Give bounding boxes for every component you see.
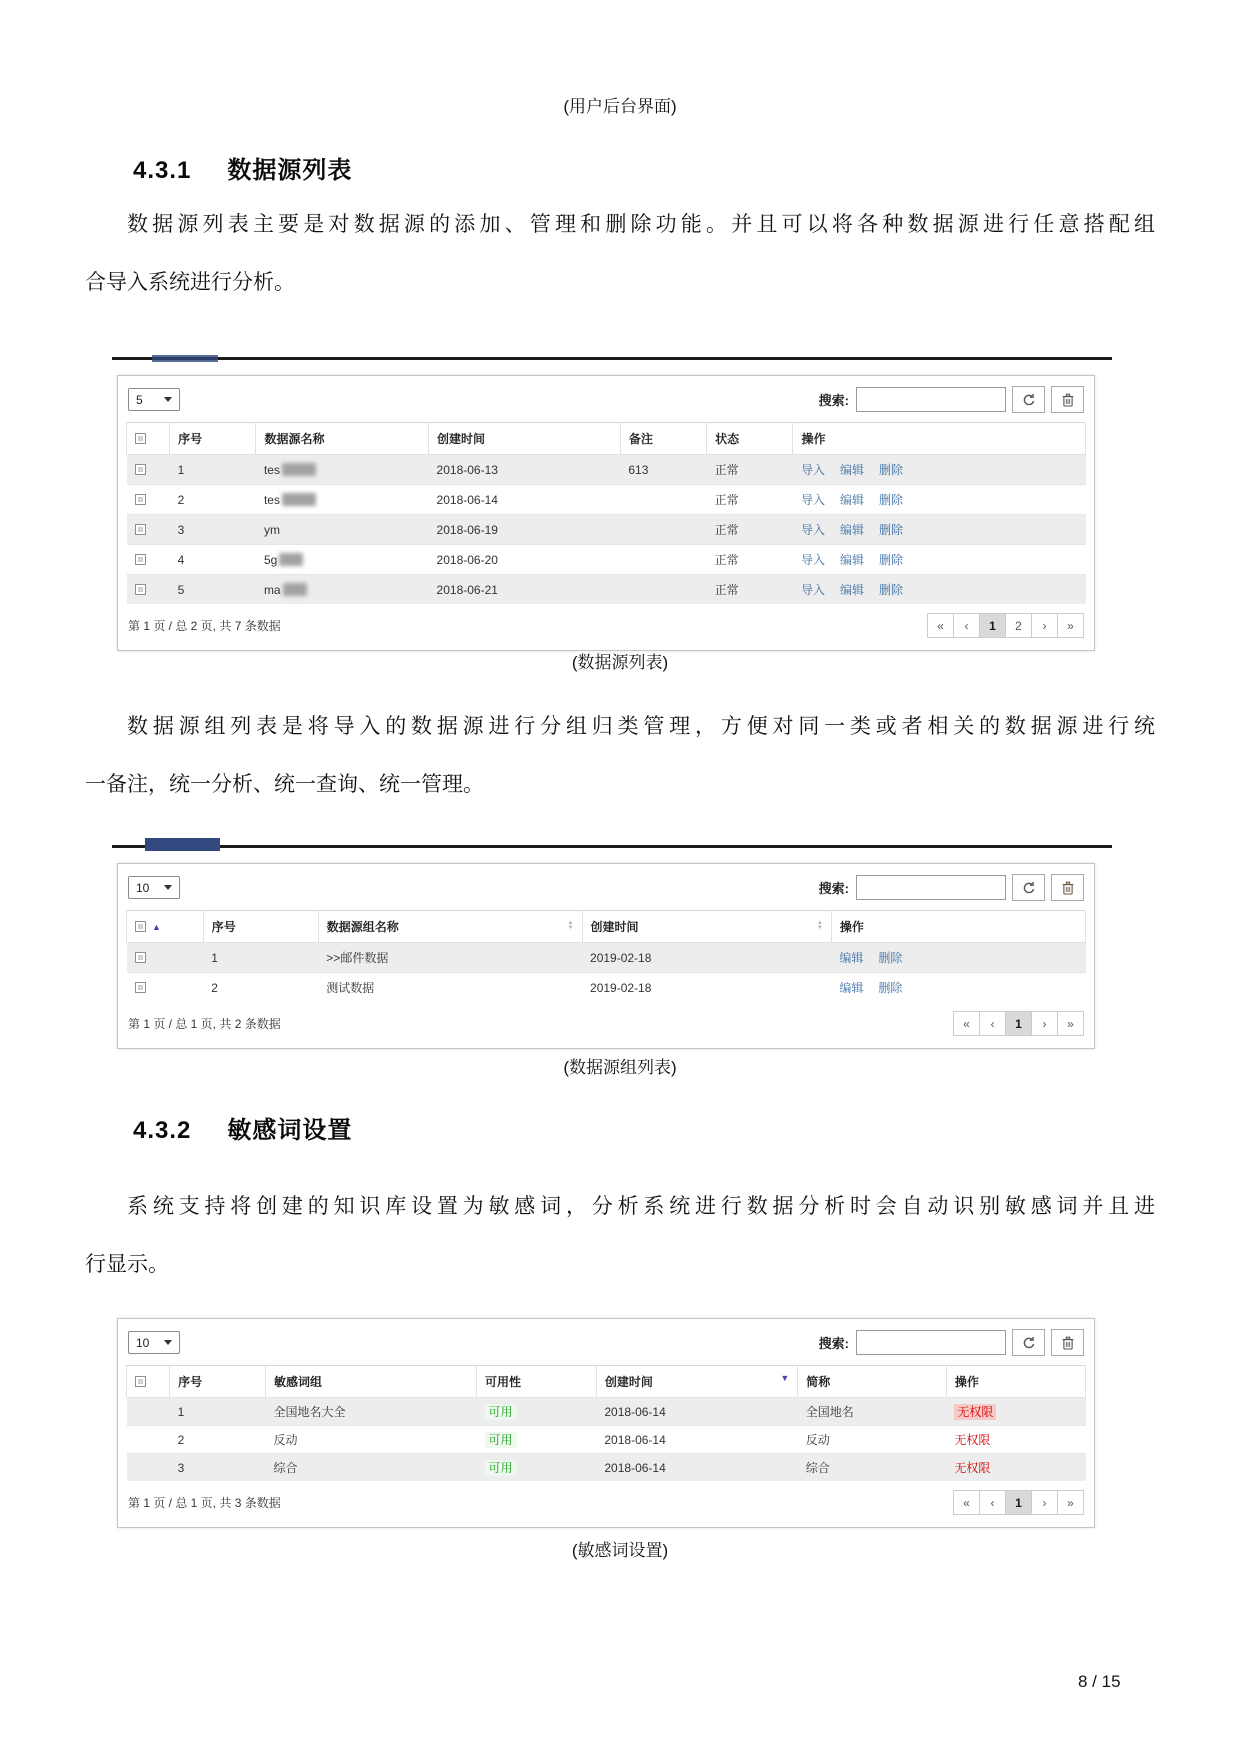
redacted-text <box>282 493 316 506</box>
edit-link[interactable]: 编辑 <box>839 523 864 537</box>
page-size-value: 10 <box>136 880 150 895</box>
column-header-seq[interactable]: 序号 <box>170 1366 266 1398</box>
edit-link[interactable]: 编辑 <box>839 981 864 995</box>
section-title: 数据源列表 <box>227 157 353 184</box>
table-header-row <box>127 911 1086 943</box>
page-1-button[interactable]: 1 <box>1005 1490 1032 1515</box>
section-number: 4.3.1 <box>133 157 192 184</box>
screenshot-datasource-group-list <box>112 845 1112 1049</box>
chevron-down-icon <box>164 1340 172 1345</box>
column-header-group[interactable]: 敏感词组 <box>266 1366 477 1398</box>
datasource-group-table <box>126 910 1086 1002</box>
column-header-shortname[interactable]: 简称 <box>798 1366 947 1398</box>
datasource-group-table-panel <box>117 863 1095 1049</box>
caption-sensitive-words: (敏感词设置) <box>571 1541 669 1560</box>
table-toolbar <box>126 1327 1086 1365</box>
search-input[interactable] <box>856 387 1006 412</box>
row-checkbox[interactable] <box>135 584 146 595</box>
refresh-button[interactable] <box>1012 874 1045 901</box>
refresh-icon <box>1022 393 1036 407</box>
last-page-button[interactable]: » <box>1057 613 1084 638</box>
search-label: 搜索: <box>818 1336 849 1351</box>
caption-user-backend: (用户后台界面) <box>563 97 677 116</box>
table-row: 2 反动 可用 2018-06-14 反动 无权限 <box>127 1426 1086 1454</box>
column-header-status[interactable]: 状态 <box>707 423 793 455</box>
sort-icon[interactable]: ▲ ▼ <box>816 920 823 931</box>
delete-link[interactable]: 删除 <box>878 523 903 537</box>
sensitive-words-table <box>126 1365 1086 1481</box>
edit-link[interactable]: 编辑 <box>839 583 864 597</box>
first-page-button[interactable]: « <box>927 613 954 638</box>
search-input[interactable] <box>856 875 1006 900</box>
redacted-text <box>279 553 303 566</box>
redacted-text <box>282 463 316 476</box>
column-header-created[interactable]: 创建时间 ▼ <box>596 1366 797 1398</box>
search-bar <box>819 1329 1084 1356</box>
pagination <box>954 1011 1084 1036</box>
partial-tab-fragment <box>145 838 220 851</box>
import-link[interactable]: 导入 <box>800 553 825 567</box>
column-header-note[interactable]: 备注 <box>620 423 706 455</box>
pagination-info: 第 1 页 / 总 1 页, 共 3 条数据 <box>128 1496 281 1510</box>
paragraph-line: 一备注，统一分析、统一查询、统一管理。 <box>85 773 484 796</box>
import-link[interactable]: 导入 <box>800 583 825 597</box>
page-size-value: 5 <box>136 392 143 407</box>
select-all-checkbox[interactable] <box>135 921 146 932</box>
partial-tab-fragment <box>152 355 218 362</box>
select-all-checkbox[interactable] <box>135 433 146 444</box>
prev-page-button[interactable]: ‹ <box>953 613 980 638</box>
screenshot-datasource-list <box>112 357 1112 651</box>
screenshot-top-border <box>112 357 1112 360</box>
search-label: 搜索: <box>818 393 849 408</box>
column-header-name[interactable]: 数据源组名称 ▲ ▼ <box>318 911 582 943</box>
page-1-button[interactable]: 1 <box>1005 1011 1032 1036</box>
section-heading-431 <box>133 150 352 185</box>
paragraph-datasource <box>85 196 1155 312</box>
first-page-button[interactable]: « <box>953 1011 980 1036</box>
row-checkbox[interactable] <box>135 464 146 475</box>
row-checkbox[interactable] <box>135 554 146 565</box>
screenshot-sensitive-words <box>112 1318 1112 1528</box>
next-page-button[interactable]: › <box>1031 1011 1058 1036</box>
no-permission-label: 无权限 <box>954 1461 991 1475</box>
column-header-created[interactable]: 创建时间 ▲ ▼ <box>582 911 831 943</box>
table-row: 3 综合 可用 2018-06-14 综合 无权限 <box>127 1454 1086 1482</box>
table-row: 4 5g 2018-06-20 正常 导入 编辑 删除 <box>127 545 1086 575</box>
paragraph-line: 数据源列表主要是对数据源的添加、管理和删除功能。并且可以将各种数据源进行任意搭配组 <box>127 213 1155 236</box>
paragraph-sensitive-words <box>85 1178 1155 1294</box>
import-link[interactable]: 导入 <box>800 493 825 507</box>
section-number: 4.3.2 <box>133 1117 192 1144</box>
column-header-created[interactable]: 创建时间 <box>429 423 621 455</box>
table-row: 3 ym 2018-06-19 正常 导入 编辑 删除 <box>127 515 1086 545</box>
section-heading-432 <box>133 1110 352 1145</box>
page-size-select[interactable] <box>128 876 180 899</box>
datasource-table-panel <box>117 375 1095 651</box>
table-footer <box>126 1481 1086 1519</box>
table-footer <box>126 604 1086 642</box>
caption-datasource-list: (数据源列表) <box>571 653 669 672</box>
pagination <box>928 613 1084 638</box>
pagination-info: 第 1 页 / 总 2 页, 共 7 条数据 <box>128 619 281 633</box>
column-header-availability[interactable]: 可用性 <box>477 1366 597 1398</box>
sort-icon[interactable]: ▲ ▼ <box>567 920 574 931</box>
search-bar <box>819 874 1084 901</box>
column-header-ops: 操作 <box>793 423 1086 455</box>
caption-datasource-group-list: (数据源组列表) <box>563 1058 677 1077</box>
delete-link[interactable]: 删除 <box>878 981 903 995</box>
sort-ascending-icon[interactable]: ▲ <box>152 921 161 932</box>
delete-link[interactable]: 删除 <box>878 463 903 477</box>
first-page-button[interactable]: « <box>953 1490 980 1515</box>
no-permission-label: 无权限 <box>954 1433 991 1447</box>
status-available: 可用 <box>485 1460 517 1476</box>
table-row: 1 tes 2018-06-13 613 正常 导入 编辑 删除 <box>127 455 1086 485</box>
trash-icon <box>1062 881 1074 895</box>
table-header-row <box>127 1366 1086 1398</box>
select-all-checkbox[interactable] <box>135 1376 146 1387</box>
import-link[interactable]: 导入 <box>800 463 825 477</box>
clear-search-button[interactable] <box>1051 1329 1084 1356</box>
row-checkbox[interactable] <box>135 982 146 993</box>
paragraph-line: 行显示。 <box>85 1253 169 1276</box>
paragraph-datasource-group <box>85 698 1155 814</box>
next-page-button[interactable]: › <box>1031 613 1058 638</box>
trash-icon <box>1062 1336 1074 1350</box>
column-header-seq[interactable]: 序号 <box>203 911 318 943</box>
edit-link[interactable]: 编辑 <box>839 553 864 567</box>
sort-descending-icon[interactable]: ▼ <box>780 1373 790 1383</box>
page-size-select[interactable] <box>128 1331 180 1354</box>
row-checkbox[interactable] <box>135 494 146 505</box>
page-size-select[interactable] <box>128 388 180 411</box>
table-row: 1 全国地名大全 可用 2018-06-14 全国地名 无权限 <box>127 1398 1086 1426</box>
edit-link[interactable]: 编辑 <box>839 463 864 477</box>
clear-search-button[interactable] <box>1051 386 1084 413</box>
table-toolbar <box>126 872 1086 910</box>
table-header-row <box>127 423 1086 455</box>
delete-link[interactable]: 删除 <box>878 553 903 567</box>
refresh-button[interactable] <box>1012 386 1045 413</box>
prev-page-button[interactable]: ‹ <box>979 1490 1006 1515</box>
refresh-button[interactable] <box>1012 1329 1045 1356</box>
section-title: 敏感词设置 <box>227 1117 353 1144</box>
clear-search-button[interactable] <box>1051 874 1084 901</box>
screenshot-top-border <box>112 845 1112 848</box>
table-toolbar <box>126 384 1086 422</box>
pagination <box>954 1490 1084 1515</box>
prev-page-button[interactable]: ‹ <box>979 1011 1006 1036</box>
column-header-ops: 操作 <box>946 1366 1085 1398</box>
column-header-ops: 操作 <box>831 911 1085 943</box>
datasource-table <box>126 422 1086 604</box>
paragraph-line: 数据源组列表是将导入的数据源进行分组归类管理，方便对同一类或者相关的数据源进行统 <box>127 715 1155 738</box>
table-row: 1 >>邮件数据 2019-02-18 编辑 删除 <box>127 943 1086 973</box>
page-1-button[interactable]: 1 <box>979 613 1006 638</box>
page-number: 8 / 15 <box>1078 1672 1121 1691</box>
page-2-button[interactable]: 2 <box>1005 613 1032 638</box>
table-footer <box>126 1002 1086 1040</box>
redacted-text <box>283 583 307 596</box>
trash-icon <box>1062 393 1074 407</box>
sensitive-words-table-panel <box>117 1318 1095 1528</box>
search-bar <box>819 386 1084 413</box>
next-page-button[interactable]: › <box>1031 1490 1058 1515</box>
status-available: 可用 <box>485 1432 517 1448</box>
refresh-icon <box>1022 881 1036 895</box>
delete-link[interactable]: 删除 <box>878 493 903 507</box>
chevron-down-icon <box>164 885 172 890</box>
delete-link[interactable]: 删除 <box>878 583 903 597</box>
chevron-down-icon <box>164 397 172 402</box>
last-page-button[interactable]: » <box>1057 1490 1084 1515</box>
page-size-value: 10 <box>136 1335 150 1350</box>
paragraph-line: 合导入系统进行分析。 <box>85 271 295 294</box>
last-page-button[interactable]: » <box>1057 1011 1084 1036</box>
column-header-seq[interactable]: 序号 <box>170 423 256 455</box>
delete-link[interactable]: 删除 <box>878 951 903 965</box>
table-row: 2 测试数据 2019-02-18 编辑 删除 <box>127 973 1086 1003</box>
search-label: 搜索: <box>818 881 849 896</box>
status-available: 可用 <box>485 1404 517 1420</box>
row-checkbox[interactable] <box>135 952 146 963</box>
import-link[interactable]: 导入 <box>800 523 825 537</box>
row-checkbox[interactable] <box>135 524 146 535</box>
pagination-info: 第 1 页 / 总 1 页, 共 2 条数据 <box>128 1017 281 1031</box>
refresh-icon <box>1022 1336 1036 1350</box>
search-input[interactable] <box>856 1330 1006 1355</box>
no-permission-label: 无权限 <box>954 1404 996 1420</box>
column-header-name[interactable]: 数据源名称 <box>256 423 429 455</box>
edit-link[interactable]: 编辑 <box>839 951 864 965</box>
table-row: 2 tes 2018-06-14 正常 导入 编辑 删除 <box>127 485 1086 515</box>
table-row: 5 ma 2018-06-21 正常 导入 编辑 删除 <box>127 575 1086 605</box>
paragraph-line: 系统支持将创建的知识库设置为敏感词，分析系统进行数据分析时会自动识别敏感词并且进 <box>127 1195 1155 1218</box>
edit-link[interactable]: 编辑 <box>839 493 864 507</box>
